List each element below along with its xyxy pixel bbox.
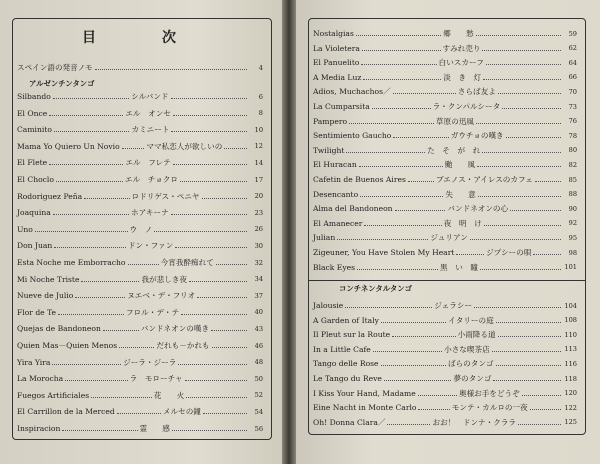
right-toc-frame	[308, 18, 586, 435]
entry-title: La Cumparsita	[313, 102, 370, 111]
toc-entry	[313, 314, 577, 327]
leader-dots	[186, 397, 247, 398]
entry-title: El Choclo	[17, 175, 54, 184]
leader-dots	[197, 297, 247, 298]
entry-page: 70	[568, 87, 577, 96]
entry-page: 34	[254, 275, 264, 284]
leader-dots	[53, 214, 129, 215]
entry-page: 37	[254, 291, 263, 300]
entry-japanese-title: イタリーの庭	[448, 315, 494, 325]
entry-title: Le Tango du Reve	[313, 374, 382, 383]
entry-japanese-title: 奥様お手をどうぞ	[458, 388, 520, 398]
leader-dots	[502, 108, 561, 109]
entry-page: 59	[568, 29, 577, 38]
entry-title: El Once	[17, 108, 48, 118]
toc-entry	[313, 71, 577, 84]
leader-dots	[373, 351, 442, 352]
toc-entry	[17, 223, 263, 236]
leader-dots	[189, 281, 247, 282]
leader-dots	[393, 137, 448, 138]
entry-title: Cafetin de Buenos Aires	[313, 175, 406, 184]
entry-japanese-title: ジーラ・ジーラ	[123, 357, 177, 367]
leader-dots	[478, 196, 561, 197]
entry-title: I Kiss Your Hand, Madame	[313, 388, 416, 398]
entry-japanese-title: モンテ・カルロの一夜	[451, 403, 528, 413]
entry-japanese-title: ジュリアン	[430, 233, 468, 243]
entry-page: 125	[564, 418, 578, 427]
entry-japanese-title: 黒 い 瞳	[440, 262, 478, 272]
entry-title: La Morocha	[17, 374, 64, 384]
entry-japanese-title: エル フレテ	[125, 158, 171, 168]
entry-title: Quien Mas－Quien Menos	[17, 341, 118, 350]
entry-japanese-title: バンドネオンの心	[447, 204, 509, 214]
entry-page: 56	[254, 424, 264, 433]
entry-japanese-title: カミニート	[131, 125, 170, 135]
leader-dots	[122, 148, 145, 149]
toc-entry	[313, 416, 577, 429]
entry-page: 92	[568, 219, 578, 228]
leader-dots	[533, 254, 561, 255]
toc-entry	[17, 389, 263, 402]
leader-dots	[498, 336, 561, 337]
entry-japanese-title: シルバンド	[131, 92, 169, 101]
leader-dots	[361, 64, 436, 65]
entry-title: El Amanecer	[313, 218, 363, 228]
entry-title: Mi Noche Triste	[17, 274, 80, 284]
leader-dots	[518, 424, 561, 425]
entry-title: Jalousie	[313, 301, 344, 310]
entry-title: Uno	[17, 224, 33, 234]
entry-title: Esta Noche me Emborracho	[17, 258, 126, 267]
leader-dots	[482, 152, 561, 153]
entry-japanese-title: ジェラシー	[434, 301, 473, 310]
entry-page: 98	[568, 248, 578, 257]
entry-title: Rodoriguez Peña	[17, 191, 83, 201]
leader-dots	[492, 351, 561, 352]
leader-dots	[212, 347, 247, 348]
leader-dots	[360, 196, 443, 197]
leader-dots	[337, 239, 428, 240]
leader-dots	[117, 413, 161, 414]
entry-page: 76	[568, 117, 577, 126]
leader-dots	[474, 307, 561, 308]
leader-dots	[171, 98, 247, 99]
entry-title: Inspiracion	[17, 424, 61, 433]
toc-entry	[17, 190, 263, 203]
leader-dots	[456, 254, 484, 255]
entry-page: 73	[568, 102, 577, 111]
entry-page: 32	[254, 258, 263, 267]
leader-dots	[364, 225, 441, 226]
entry-page: 90	[568, 204, 577, 213]
toc-entry	[313, 401, 577, 414]
toc-entry	[313, 231, 577, 244]
entry-japanese-title: メルセの鐘	[162, 407, 201, 417]
toc-entry	[313, 328, 577, 341]
leader-dots	[381, 365, 446, 366]
toc-entry	[313, 299, 577, 312]
entry-japanese-title: ジプシーの唄	[486, 248, 532, 257]
leader-dots	[493, 380, 561, 381]
entry-title: El Panuelito	[313, 58, 360, 68]
entry-japanese-title: 今宵我酔痴れて	[160, 258, 214, 267]
entry-page: 95	[568, 233, 578, 242]
entry-title: Don Juan	[17, 241, 53, 251]
entry-page: 48	[254, 358, 264, 367]
leader-dots	[392, 336, 455, 337]
entry-japanese-title: ヌエベ・デ・フリオ	[127, 291, 196, 301]
entry-title: Yira Yira	[17, 357, 51, 367]
right-page	[296, 0, 600, 464]
section-heading-argentine: アルゼンチンタンゴ	[29, 79, 95, 88]
entry-page: 118	[564, 374, 578, 383]
left-toc-frame	[12, 18, 272, 440]
entry-japanese-title: ホアキーナ	[131, 208, 169, 218]
leader-dots	[381, 322, 446, 323]
toc-entry	[17, 289, 263, 302]
leader-dots	[58, 314, 124, 315]
entry-japanese-title: 夢のタンゴ	[453, 374, 492, 383]
toc-entry	[313, 372, 577, 385]
entry-title: Julian	[313, 233, 336, 243]
entry-page: 78	[568, 131, 578, 140]
toc-entry	[313, 27, 577, 40]
leader-dots	[224, 148, 247, 149]
intro-entry	[17, 61, 263, 74]
toc-entry	[17, 239, 263, 252]
intro-title: スペイン語の発音ノモ	[17, 63, 93, 72]
leader-dots	[62, 430, 137, 431]
entry-page: 104	[564, 301, 577, 310]
toc-entry	[313, 129, 577, 142]
toc-entry	[17, 422, 263, 435]
leader-dots	[128, 264, 159, 265]
leader-dots	[180, 181, 247, 182]
entry-page: 122	[564, 403, 578, 412]
leader-dots	[522, 395, 561, 396]
entry-title: Sentimiento Gaucho	[313, 131, 392, 141]
toc-entry	[17, 206, 263, 219]
toc-entry	[313, 202, 577, 215]
entry-japanese-title: 淡 き 灯	[443, 72, 482, 82]
entry-title: A Garden of Italy	[313, 315, 379, 325]
entry-japanese-title: た そ が れ	[427, 145, 481, 155]
leader-dots	[387, 424, 430, 425]
leader-dots	[384, 380, 452, 381]
toc-entry	[17, 372, 263, 385]
entry-japanese-title: おお！ ドンナ・クララ	[432, 417, 517, 427]
leader-dots	[498, 93, 561, 94]
leader-dots	[476, 123, 561, 124]
entry-title: Fuegos Artificiales	[17, 390, 90, 400]
leader-dots	[173, 164, 247, 165]
entry-page: 6	[258, 92, 263, 101]
entry-page: 17	[254, 175, 264, 184]
toc-entry	[313, 246, 577, 259]
entry-japanese-title: 草原の迅風	[436, 116, 475, 126]
toc-entry	[313, 100, 577, 113]
entry-page: 52	[254, 391, 263, 400]
toc-entry	[313, 217, 577, 230]
entry-page: 50	[254, 374, 263, 383]
entry-page: 82	[568, 160, 578, 169]
entry-japanese-title: ラ モローチャ	[129, 374, 183, 384]
toc-entry	[313, 357, 577, 370]
entry-title: Tango delle Rose	[313, 359, 379, 369]
entry-page: 66	[568, 73, 577, 82]
leader-dots	[65, 380, 127, 381]
entry-title: El Huracan	[313, 160, 357, 170]
entry-page: 30	[254, 241, 263, 250]
entry-page: 116	[564, 359, 578, 368]
leader-dots	[349, 123, 434, 124]
leader-dots	[91, 397, 152, 398]
leader-dots	[175, 247, 247, 248]
toc-entry	[17, 405, 263, 418]
section-heading-continental: コンチネンタルタンゴ	[339, 284, 413, 293]
entry-page: 14	[254, 158, 264, 167]
leader-dots	[173, 115, 247, 116]
leader-dots	[510, 210, 561, 211]
leader-dots	[81, 281, 139, 282]
leader-dots	[49, 164, 123, 165]
leader-dots	[372, 108, 431, 109]
entry-title: Oh! Donna Clara／	[313, 417, 386, 427]
entry-title: Silbando	[17, 92, 51, 101]
entry-japanese-title: 夜 明 け	[443, 218, 482, 228]
leader-dots	[49, 115, 123, 116]
entry-title: Flor de Te	[17, 307, 57, 317]
toc-entry	[17, 123, 263, 136]
leader-dots	[496, 365, 561, 366]
leader-dots	[54, 247, 126, 248]
entry-japanese-title: 我が悲しき夜	[141, 274, 188, 284]
leader-dots	[483, 79, 561, 80]
toc-entry	[313, 261, 577, 274]
leader-dots	[418, 409, 449, 410]
entry-page: 80	[568, 146, 578, 155]
leader-dots	[476, 35, 561, 36]
toc-entry	[17, 173, 263, 186]
toc-entry	[17, 273, 263, 286]
leader-dots	[477, 166, 561, 167]
entry-page: 12	[254, 142, 263, 151]
leader-dots	[486, 64, 561, 65]
entry-title: Zigeuner, You Have Stolen My Heart	[313, 248, 455, 257]
leader-dots	[345, 307, 432, 308]
entry-title: Eine Nacht in Monte Carlo	[313, 403, 417, 413]
entry-japanese-title: ラ・クンパルシータ	[432, 102, 501, 111]
entry-title: Pampero	[313, 116, 348, 126]
entry-page: 110	[564, 330, 578, 339]
leader-dots	[54, 131, 130, 132]
leader-dots	[171, 131, 247, 132]
entry-japanese-title: すみれ売り	[442, 43, 481, 53]
entry-japanese-title: バンドネオンの嘆き	[140, 324, 210, 334]
leader-dots	[362, 50, 441, 51]
entry-title: Quejas de Bandoneon	[17, 324, 101, 334]
leader-dots	[359, 166, 443, 167]
leader-dots	[506, 137, 561, 138]
leader-dots	[357, 269, 438, 270]
toc-entry	[313, 188, 577, 201]
leader-dots	[356, 35, 441, 36]
entry-title: El Flete	[17, 158, 48, 168]
entry-japanese-title: ブエノス・アイレスのカフェ	[436, 175, 533, 184]
toc-entry	[313, 387, 577, 400]
leader-dots	[35, 231, 128, 232]
entry-japanese-title: だれも－かれも	[156, 341, 210, 350]
leader-dots	[216, 264, 247, 265]
toc-title: 目 次	[82, 30, 202, 46]
leader-dots	[484, 225, 561, 226]
toc-entry	[313, 173, 577, 186]
entry-page: 23	[254, 208, 264, 217]
entry-japanese-title: ガウチョの嘆き	[450, 131, 504, 141]
leader-dots	[75, 297, 125, 298]
entry-page: 46	[254, 341, 264, 350]
leader-dots	[181, 314, 247, 315]
toc-entry	[17, 339, 263, 352]
entry-title: A Media Luz	[313, 72, 362, 82]
entry-japanese-title: エル オンセ	[125, 108, 171, 118]
toc-entry	[313, 158, 577, 171]
toc-entry	[313, 56, 577, 69]
entry-page: 88	[568, 190, 578, 199]
left-page	[0, 0, 282, 464]
entry-page: 101	[564, 263, 577, 272]
leader-dots	[178, 364, 247, 365]
entry-page: 64	[568, 58, 577, 67]
toc-entry	[313, 115, 577, 128]
entry-japanese-title: ウ ノ	[129, 224, 153, 234]
entry-page: 43	[254, 324, 264, 333]
entry-title: La Violetera	[313, 43, 360, 53]
entry-japanese-title: 失 意	[445, 189, 476, 199]
entry-title: Black Eyes	[313, 262, 356, 272]
toc-entry	[313, 343, 577, 356]
entry-title: Twilight	[313, 145, 345, 155]
leader-dots	[395, 210, 446, 211]
entry-japanese-title: 郷 愁	[443, 29, 474, 38]
entry-title: Desencanto	[313, 189, 359, 199]
entry-page: 108	[564, 316, 577, 325]
entry-japanese-title: ロドリゲス・ペニヤ	[131, 191, 200, 201]
leader-dots	[408, 181, 434, 182]
leader-dots	[84, 198, 130, 199]
leader-dots	[211, 330, 247, 331]
toc-entry	[313, 85, 577, 98]
intro-page: 4	[258, 63, 263, 72]
entry-page: 120	[564, 389, 578, 398]
entry-title: El Carrillon de la Merced	[17, 407, 115, 417]
entry-japanese-title: フロル・デ・テ	[125, 307, 180, 317]
toc-entry	[313, 42, 577, 55]
book-gutter	[282, 0, 296, 464]
entry-title: In a Little Cafe	[313, 344, 371, 354]
leader-dots	[202, 198, 248, 199]
entry-japanese-title: ばらのタンゴ	[448, 359, 494, 369]
toc-entry	[17, 322, 263, 335]
entry-title: Caminito	[17, 125, 52, 135]
leader-dots	[480, 269, 561, 270]
toc-entry	[17, 156, 263, 169]
leader-dots	[52, 364, 121, 365]
entry-japanese-title: 颱 風	[444, 160, 476, 170]
toc-entry	[17, 107, 263, 120]
entry-title: Nueve de Julio	[17, 291, 74, 301]
toc-entry	[17, 90, 263, 103]
entry-page: 10	[254, 125, 264, 134]
leader-dots	[482, 50, 561, 51]
toc-entry	[313, 144, 577, 157]
entry-japanese-title: 白いスカーフ	[438, 58, 484, 68]
entry-page: 85	[568, 175, 577, 184]
entry-title: Nostalgias	[313, 29, 354, 38]
leader-dots	[103, 330, 139, 331]
leader-dots	[393, 93, 456, 94]
section-rule	[309, 280, 585, 281]
leader-dots	[172, 430, 247, 431]
entry-page: 26	[254, 225, 263, 234]
entry-japanese-title: 霊 感	[139, 424, 170, 433]
entry-title: Adios, Muchachos／	[313, 87, 391, 97]
leader-dots	[496, 322, 561, 323]
entry-title: Mama Yo Quiero Un Novio	[17, 141, 120, 151]
leader-dots	[56, 181, 123, 182]
leader-dots	[363, 79, 441, 80]
leader-dots	[53, 98, 129, 99]
leader-dots	[530, 409, 561, 410]
entry-japanese-title: さらば友よ	[457, 87, 496, 97]
leader-dots	[154, 231, 247, 232]
leader-dots	[418, 395, 457, 396]
toc-entry	[17, 356, 263, 369]
entry-japanese-title: ママ私恋人が欲しいの	[146, 141, 223, 151]
entry-page: 113	[564, 345, 577, 354]
leader-dots	[95, 69, 247, 70]
entry-title: Il Pleut sur la Route	[313, 330, 391, 340]
entry-japanese-title: 花 火	[153, 390, 185, 400]
leader-dots	[185, 380, 247, 381]
entry-title: Alma del Bandoneon	[313, 204, 393, 214]
entry-page: 8	[258, 109, 263, 118]
entry-japanese-title: ドン・ファン	[127, 241, 174, 251]
toc-entry	[17, 256, 263, 269]
toc-entry	[17, 140, 263, 153]
entry-page: 54	[254, 407, 264, 416]
entry-japanese-title: 小さな喫茶店	[444, 344, 490, 354]
leader-dots	[203, 413, 247, 414]
entry-page: 40	[254, 308, 263, 317]
entry-title: Joaquina	[17, 208, 51, 218]
entry-page: 20	[254, 192, 264, 201]
toc-entry	[17, 306, 263, 319]
entry-page: 62	[568, 44, 577, 53]
leader-dots	[346, 152, 425, 153]
entry-japanese-title: 小雨降る道	[457, 330, 496, 340]
leader-dots	[535, 181, 561, 182]
leader-dots	[470, 239, 561, 240]
entry-japanese-title: エル チョクロ	[125, 175, 178, 184]
leader-dots	[119, 347, 154, 348]
leader-dots	[171, 214, 247, 215]
